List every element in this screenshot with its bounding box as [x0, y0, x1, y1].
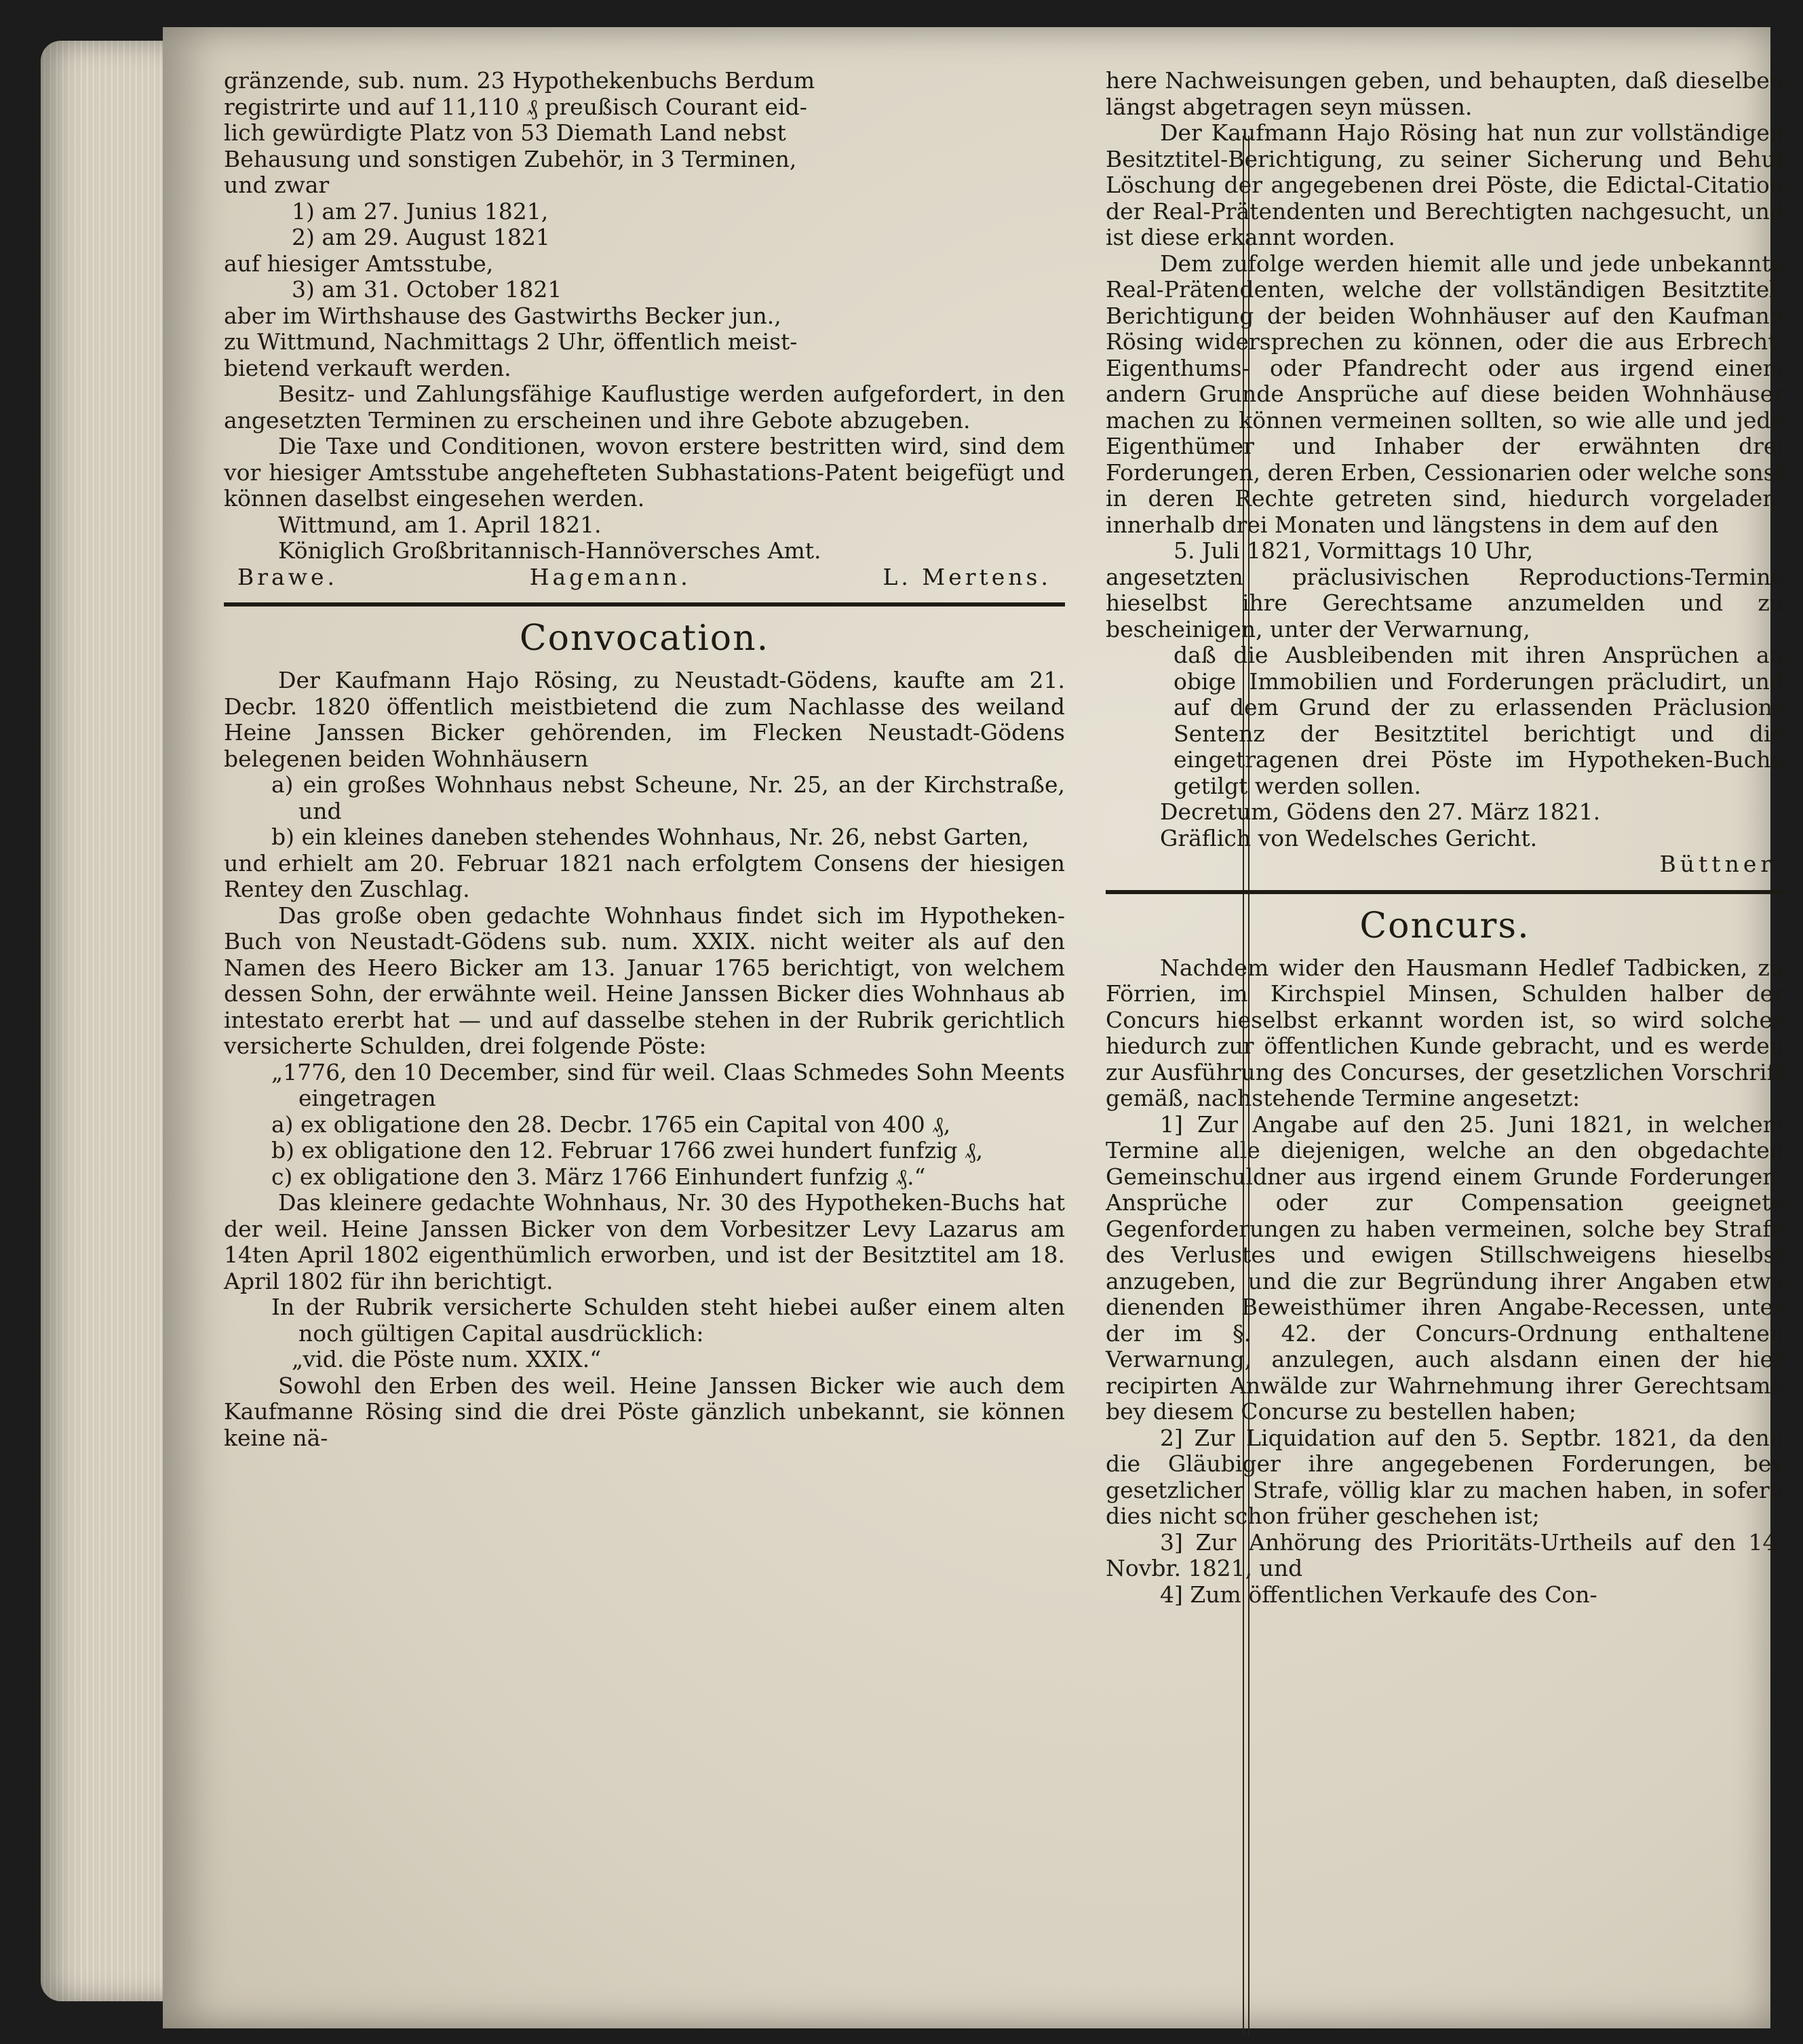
conv-paragraph-6: Sowohl den Erben des weil. Heine Janssen Bicker wie auch dem Kaufmanne Rösing sind die drei Pöste gänzlich unbekannt, sie können keine nä-	[224, 1372, 1065, 1451]
signature-hagemann: Hagemann.	[529, 563, 691, 590]
section-rule	[1106, 890, 1784, 894]
signature-buettner: Büttner.	[1659, 851, 1784, 877]
place-2: aber im Wirthshause des Gastwirths Becker jun.,	[224, 302, 781, 329]
signature-row	[224, 564, 1065, 591]
convocation-heading: Convocation.	[519, 618, 770, 659]
conv-paragraph-5: In der Rubrik versicherte Schulden steht hiebei außer einem alten noch gültigen Capital ausdrücklich:	[271, 1294, 1065, 1347]
left-column	[224, 68, 1065, 1451]
intro-line: Behausung und sonstigen Zubehör, in 3 Terminen,	[224, 145, 797, 172]
conv-paragraph-1: Der Kaufmann Hajo Rösing, zu Neustadt-Gödens, kaufte am 21. Decbr. 1820 öffentlich meistbietend die zum Nachlasse des weiland Heine Janssen Bicker gehörenden, im Flecken Neustadt-Gödens belegenen beiden Wohnhäusern	[224, 667, 1065, 772]
quote-b: b) ex obligatione den 12. Februar 1766 zwei hundert funfzig ₰,	[271, 1137, 984, 1163]
concurs-heading: Concurs.	[1359, 905, 1530, 946]
paragraph-warning: daß die Ausbleibenden mit ihren Ansprüchen an obige Immobilien und Forderungen präcludirt, und auf dem Grund der zu erlassenden Präclusions Sentenz der Besitztitel berichtigt und die eingetragenen drei Pöste im Hypotheken-Buche getilgt werden sollen.	[1174, 642, 1784, 799]
court: Gräflich von Wedelsches Gericht.	[1160, 824, 1538, 851]
conv-paragraph-2: und erhielt am 20. Februar 1821 nach erfolgtem Consens der hiesigen Rentey den Zuschlag.	[224, 849, 1065, 902]
paragraph-taxe: Die Taxe und Conditionen, wovon erstere bestritten wird, sind dem vor hiesiger Amtsstube angehefteten Subhastations-Patent beigefügt und können daselbst eingesehen werden.	[224, 433, 1065, 512]
intro-line: gränzende, sub. num. 23 Hypothekenbuchs Berdum	[224, 67, 815, 94]
term-3: 3] Zur Anhörung des Prioritäts-Urtheils auf den 14. Novbr. 1821, und	[1106, 1528, 1784, 1581]
term-1: 1] Zur Angabe auf den 25. Juni 1821, in welchem Termine alle diejenigen, welche an den obgedachten Gemeinschuldner aus irgend einem Grunde Forderungen, Ansprüche oder zur Compensation geeignete Gegenforderungen zu haben vermeinen, solche bey Strafe des Verlustes und ewigen Stillschweigens hieselbst anzugeben, und die zur Begründung ihrer Angaben etwa dienenden Beweisthümer ihren Angabe-Recessen, unter der im §. 42. der Concurs-Ordnung enthaltenen Verwarnung, anzulegen, auch alsdann einen der hier recipirten Anwälde zur Wahrnehmung ihrer Gerechtsame bey diesem Concurse zu bestellen haben;	[1106, 1111, 1784, 1425]
term-2: 2] Zur Liquidation auf den 5. Septbr. 1821, da denn die Gläubiger ihre angegebenen Forderungen, bey gesetzlicher Strafe, völlig klar zu machen haben, in sofern dies nicht schon früher geschehen ist;	[1106, 1424, 1784, 1529]
paragraph-term: angesetzten präclusivischen Reproductions-Termine hieselbst ihre Gerechtsame anzumelden und zu bescheinigen, unter der Verwarnung,	[1106, 563, 1784, 642]
signature-mertens: L. Mertens.	[883, 563, 1051, 590]
intro-line: und zwar	[224, 172, 330, 198]
conv-paragraph-3: Das große oben gedachte Wohnhaus findet sich im Hypotheken-Buch von Neustadt-Gödens sub. num. XXIX. nicht weiter als auf den Namen des Heero Bicker am 13. Januar 1765 berichtigt, von welchem dessen Sohn, der erwähnte weil. Heine Janssen Bicker dies Wohnhaus ab intestato ererbt hat — und auf dasselbe stehen in der Rubrik gerichtlich versicherte Schulden, drei folgende Pöste:	[224, 902, 1065, 1059]
quote-a: a) ex obligatione den 28. Decbr. 1765 ein Capital von 400 ₰,	[271, 1111, 951, 1138]
authority: Königlich Großbritannisch-Hannöversches Amt.	[278, 537, 821, 564]
place-2b: zu Wittmund, Nachmittags 2 Uhr, öffentlich meist-	[224, 328, 798, 355]
conv-quote: „vid. die Pöste num. XXIX.“	[292, 1346, 602, 1372]
paragraph-summons: Dem zufolge werden hiemit alle und jede unbekannte Real-Prätendenten, welche der vollständigen Besitztitel-Berichtigung der beiden Wohnhäuser auf den Kaufmann Rösing widersprechen zu können, oder die aus Erbrecht, Eigenthums- oder Pfandrecht oder aus irgend einem andern Grunde Ansprüche auf diese beiden Wohnhäuser machen zu können vermeinen sollten, so wie alle und jede Eigenthümer und Inhaber der erwähnten drei Forderungen, deren Erben, Cessionarien oder welche sonst in deren Rechte getreten sind, hiedurch vorgeladen, innerhalb drei Monaten und längstens in dem auf den	[1106, 250, 1784, 538]
conv-item-a: a) ein großes Wohnhaus nebst Scheune, Nr. 25, an der Kirchstraße, und	[271, 771, 1065, 824]
quote-c: c) ex obligatione den 3. März 1766 Einhundert funfzig ₰.“	[271, 1163, 926, 1190]
quote-intro: „1776, den 10 December, sind für weil. Claas Schmedes Sohn Meents eingetragen	[271, 1058, 1065, 1111]
date-3: 3) am 31. October 1821	[292, 276, 562, 303]
conv-item-b: b) ein kleines daneben stehendes Wohnhaus, Nr. 26, nebst Garten,	[271, 824, 1030, 850]
decretum: Decretum, Gödens den 27. März 1821.	[1160, 798, 1601, 825]
place-1: auf hiesiger Amtsstube,	[224, 250, 494, 277]
date-1: 1) am 27. Junius 1821,	[292, 197, 549, 225]
right-column	[1106, 68, 1784, 1608]
conv-paragraph-4: Das kleinere gedachte Wohnhaus, Nr. 30 des Hypotheken-Buchs hat der weil. Heine Janssen Bicker von dem Vorbesitzer Levy Lazarus am 14ten April 1802 eigenthümlich erworben, und ist der Besitztitel am 18. April 1802 für ihn berichtigt.	[224, 1189, 1065, 1294]
intro-line: registrirte und auf 11,110 ₰ preußisch Courant eid-	[224, 93, 807, 120]
date-2: 2) am 29. August 1821	[292, 224, 550, 250]
place-2c: bietend verkauft werden.	[224, 354, 511, 381]
section-rule	[224, 602, 1065, 606]
paragraph-rosing: Der Kaufmann Hajo Rösing hat nun zur vollständigen Besitztitel-Berichtigung, zu seiner Sicherung und Behuf Löschung der angegebenen drei Pöste, die Edictal-Citation der Real-Prätendenten und Berechtigten nachgesucht, und ist diese erkannt worden.	[1106, 119, 1784, 250]
intro-line: lich gewürdigte Platz von 53 Diemath Land nebst	[224, 119, 786, 146]
term-4: 4] Zum öffentlichen Verkaufe des Con-	[1160, 1581, 1597, 1608]
paragraph-bidders: Besitz- und Zahlungsfähige Kauflustige werden aufgefordert, in den angesetzten Terminen zu erscheinen und ihre Gebote abzugeben.	[224, 381, 1065, 433]
term-date: 5. Juli 1821, Vormittags 10 Uhr,	[1174, 537, 1534, 564]
place-date: Wittmund, am 1. April 1821.	[278, 511, 602, 538]
continued-paragraph: here Nachweisungen geben, und behaupten, daß dieselben längst abgetragen seyn müssen.	[1106, 67, 1784, 120]
signature-brawe: Brawe.	[237, 563, 338, 590]
concurs-paragraph-1: Nachdem wider den Hausmann Hedlef Tadbicken, zu Förrien, im Kirchspiel Minsen, Schulden halber der Concurs hieselbst erkannt worden ist, so wird solches hiedurch zur öffentlichen Kunde gebracht, und es werden zur Ausführung des Concurses, der gesetzlichen Vorschrift gemäß, nachstehende Termine angesetzt:	[1106, 954, 1784, 1111]
